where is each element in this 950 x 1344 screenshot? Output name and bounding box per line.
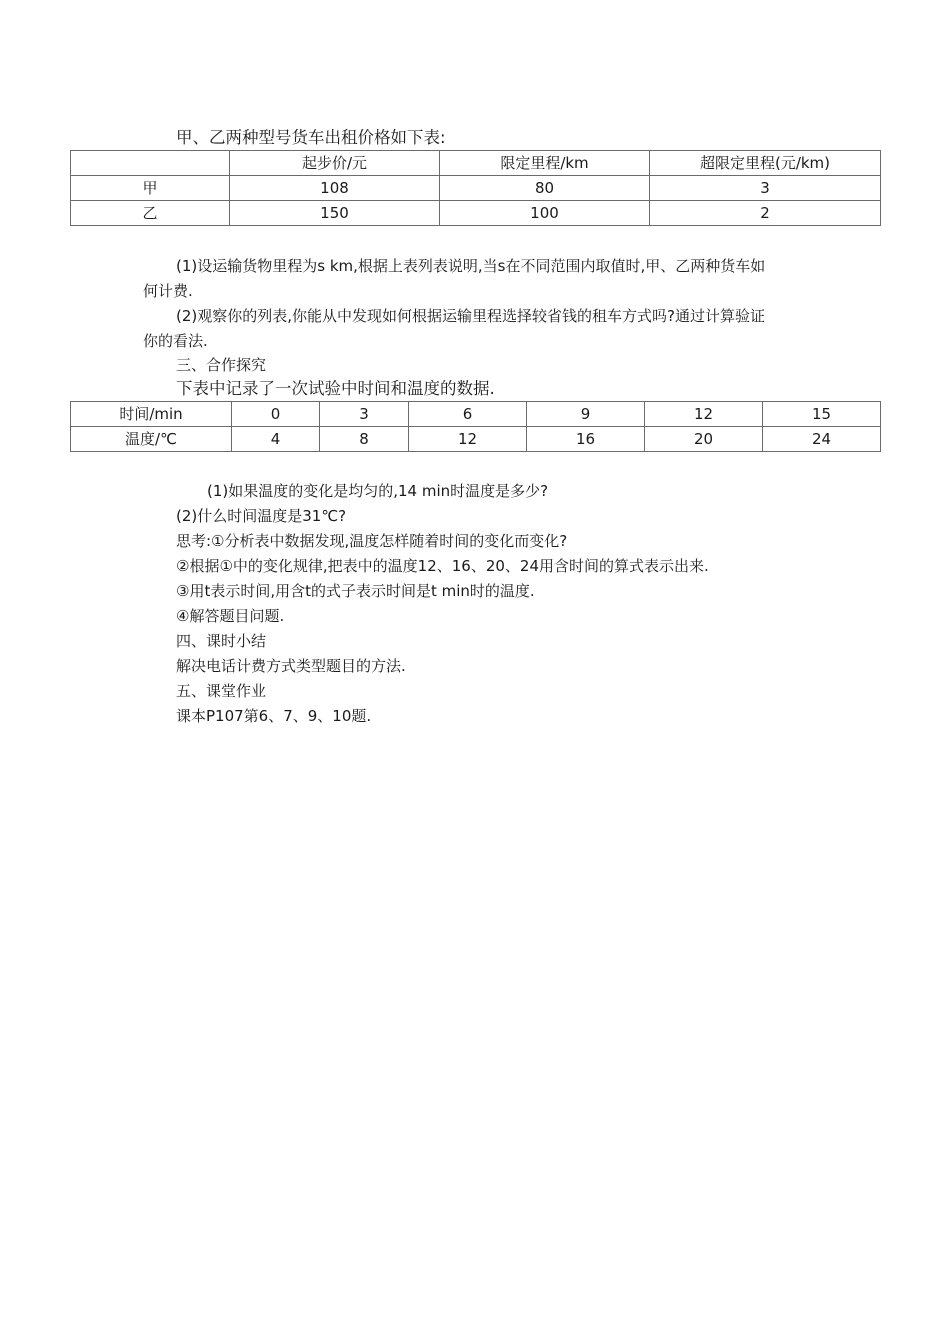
table-cell: 12 <box>645 402 763 427</box>
table-cell: 4 <box>232 427 320 452</box>
table-cell: 12 <box>409 427 527 452</box>
table-cell: 20 <box>645 427 763 452</box>
table-cell: 24 <box>763 427 881 452</box>
table-cell: 150 <box>230 201 440 226</box>
table-row <box>71 427 881 452</box>
table-cell: 3 <box>320 402 409 427</box>
truck-question-1-line-1: (1)设运输货物里程为s km,根据上表列表说明,当s在不同范围内取值时,甲、乙两种货车如 <box>176 257 766 275</box>
table-cell: 15 <box>763 402 881 427</box>
section-heading-summary: 四、课时小结 <box>176 632 267 650</box>
think-step-3: ③用t表示时间,用含t的式子表示时间是t min时的温度. <box>176 582 535 600</box>
think-step-1: 思考:①分析表中数据发现,温度怎样随着时间的变化而变化? <box>176 532 568 550</box>
section-heading-cooperation: 三、合作探究 <box>176 356 267 374</box>
truck-intro: 甲、乙两种型号货车出租价格如下表: <box>176 128 446 147</box>
table-header-row <box>71 151 881 176</box>
table-cell: 乙 <box>71 201 230 226</box>
truck-question-2-line-2: 你的看法. <box>143 332 208 350</box>
think-step-4: ④解答题目问题. <box>176 607 285 625</box>
truck-price-table <box>70 150 881 226</box>
truck-question-2-line-1: (2)观察你的列表,你能从中发现如何根据运输里程选择较省钱的租车方式吗?通过计算验证 <box>176 307 765 325</box>
table-cell: 16 <box>527 427 645 452</box>
temperature-question-2: (2)什么时间温度是31℃? <box>176 507 347 525</box>
table-cell: 8 <box>320 427 409 452</box>
table-row <box>71 402 881 427</box>
table-header-cell: 超限定里程(元/km) <box>650 151 881 176</box>
table-header-cell <box>71 151 230 176</box>
table-cell: 100 <box>440 201 650 226</box>
table-cell: 108 <box>230 176 440 201</box>
truck-question-1-line-2: 何计费. <box>143 282 193 300</box>
table-header-cell: 起步价/元 <box>230 151 440 176</box>
table-cell: 6 <box>409 402 527 427</box>
summary-text: 解决电话计费方式类型题目的方法. <box>176 657 406 675</box>
table-cell: 时间/min <box>71 402 232 427</box>
table-row <box>71 176 881 201</box>
temperature-intro: 下表中记录了一次试验中时间和温度的数据. <box>176 379 495 398</box>
section-heading-homework: 五、课堂作业 <box>176 682 267 700</box>
think-step-2: ②根据①中的变化规律,把表中的温度12、16、20、24用含时间的算式表示出来. <box>176 557 709 575</box>
table-cell: 3 <box>650 176 881 201</box>
table-cell: 2 <box>650 201 881 226</box>
table-cell: 温度/℃ <box>71 427 232 452</box>
temperature-question-1: (1)如果温度的变化是均匀的,14 min时温度是多少? <box>207 482 549 500</box>
homework-text: 课本P107第6、7、9、10题. <box>176 707 372 725</box>
table-cell: 9 <box>527 402 645 427</box>
temperature-table <box>70 401 881 452</box>
table-cell: 0 <box>232 402 320 427</box>
table-row <box>71 201 881 226</box>
table-header-cell: 限定里程/km <box>440 151 650 176</box>
table-cell: 甲 <box>71 176 230 201</box>
table-cell: 80 <box>440 176 650 201</box>
